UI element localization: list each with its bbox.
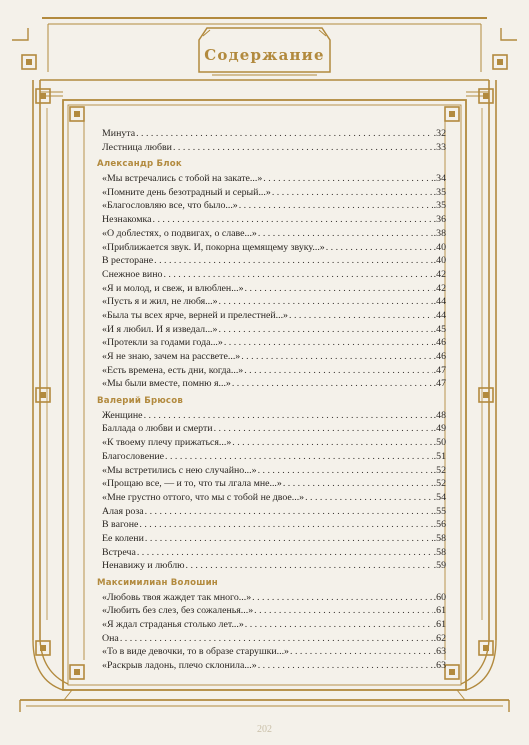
- toc-entry-title: «Мне грустно оттого, что мы с тобой не двое...»: [102, 491, 305, 503]
- toc-entry-page: .33: [433, 141, 446, 153]
- toc-entry-title: «Благословляю все, что было...»: [102, 200, 238, 212]
- dot-leader: [252, 591, 433, 605]
- dot-leader: [136, 127, 433, 141]
- toc-entry-title: В ресторане: [102, 255, 154, 267]
- toc-entry-title: Ее колени: [102, 532, 144, 544]
- toc-entry-page: .45: [433, 323, 446, 335]
- toc-entry-title: «Прощаю все, — и то, что ты лгала мне...»: [102, 478, 282, 490]
- dot-leader: [244, 364, 432, 378]
- toc-entry: [102, 632, 446, 646]
- dot-leader: [165, 450, 433, 464]
- dot-leader: [139, 518, 432, 532]
- dot-leader: [154, 254, 433, 268]
- toc-entry: [102, 618, 446, 632]
- toc-entry-page: .40: [433, 255, 446, 267]
- toc-entry: [102, 186, 446, 200]
- dot-leader: [245, 282, 433, 296]
- toc-entry-title: Минута: [102, 128, 136, 139]
- toc-entry-page: .40: [433, 241, 446, 253]
- toc-entry-page: .54: [433, 491, 446, 503]
- toc-entry-page: .51: [433, 450, 446, 462]
- dot-leader: [163, 268, 432, 282]
- toc-entry-title: «То в виде девочки, то в образе старушки...»: [102, 646, 289, 658]
- toc-entry-title: Она: [102, 632, 119, 644]
- toc-entry-page: .56: [433, 519, 446, 531]
- toc-entry-title: Снежное вино: [102, 268, 163, 280]
- toc-entry-title: «Протекли за годами года...»: [102, 337, 223, 349]
- dot-leader: [290, 645, 433, 659]
- toc-entry-title: «Я и молод, и свеж, и влюблен...»: [102, 282, 244, 294]
- toc-entry-title: «Пусть я и жил, не любя...»: [102, 296, 218, 308]
- dot-leader: [120, 632, 433, 646]
- toc-entry: [102, 409, 446, 423]
- toc-entry: [102, 295, 446, 309]
- dot-leader: [239, 199, 433, 213]
- toc-entry: [102, 213, 446, 227]
- toc-entry-page: .34: [433, 173, 446, 185]
- section-header: Валерий Брюсов: [97, 396, 183, 407]
- table-of-contents: [97, 127, 446, 673]
- dot-leader: [258, 464, 433, 478]
- section-header: Максимилиан Волошин: [97, 578, 218, 588]
- toc-entry-title: Ненавижу и люблю: [102, 560, 185, 572]
- toc-entry: [102, 604, 446, 618]
- dot-leader: [241, 350, 432, 364]
- toc-entry-page: .46: [433, 337, 446, 349]
- dot-leader: [219, 295, 433, 309]
- toc-entry-title: «Помните день безотрадный и серый...»: [102, 186, 271, 198]
- toc-entry-page: .35: [433, 186, 446, 198]
- toc-entry-title: В вагоне: [102, 519, 139, 531]
- dot-leader: [224, 336, 433, 350]
- toc-entry: [102, 241, 446, 255]
- dot-leader: [305, 491, 433, 505]
- toc-entry: [102, 645, 446, 659]
- toc-entry: [102, 127, 446, 141]
- toc-entry-title: «О доблестях, о подвигах, о славе...»: [102, 227, 257, 239]
- toc-entry-page: .61: [433, 619, 446, 631]
- dot-leader: [218, 323, 432, 337]
- toc-entry: [102, 172, 446, 186]
- toc-entry-page: .35: [433, 200, 446, 212]
- toc-entry: [102, 518, 446, 532]
- toc-entry: [102, 464, 446, 478]
- toc-entry-page: .52: [433, 464, 446, 476]
- toc-entry-title: Лестница любви: [102, 141, 172, 153]
- toc-entry-page: .59: [433, 560, 446, 572]
- toc-entry-page: .52: [433, 478, 446, 490]
- toc-entry-title: Благословение: [102, 450, 165, 462]
- toc-entry-page: .36: [433, 214, 446, 226]
- dot-leader: [144, 409, 433, 423]
- toc-entry-title: Женщине: [102, 409, 143, 421]
- toc-entry-title: «Любить без слез, без сожаленья...»: [102, 605, 254, 617]
- toc-entry-page: .42: [433, 282, 446, 294]
- toc-entry-title: «Приближается звук. И, покорна щемящему звуку...»: [102, 241, 325, 253]
- toc-entry-page: .60: [433, 591, 446, 603]
- toc-entry: [102, 268, 446, 282]
- toc-entry: [102, 532, 446, 546]
- toc-entry-title: «Мы были вместе, помню я...»: [102, 378, 231, 390]
- toc-entry-title: «Я ждал страданья столько лет...»: [102, 619, 244, 631]
- dot-leader: [258, 227, 433, 241]
- dot-leader: [272, 186, 433, 200]
- toc-entry: [102, 282, 446, 296]
- dot-leader: [232, 377, 433, 391]
- toc-entry-page: .38: [433, 227, 446, 239]
- toc-entry-page: .47: [433, 364, 446, 376]
- toc-entry: [102, 309, 446, 323]
- toc-entry-page: .47: [433, 378, 446, 390]
- toc-entry: [102, 477, 446, 491]
- toc-entry-title: «Любовь твоя жаждет так много...»: [102, 591, 252, 603]
- dot-leader: [258, 659, 433, 673]
- toc-entry-page: .44: [433, 296, 446, 308]
- toc-entry-title: Встреча: [102, 546, 136, 558]
- dot-leader: [173, 141, 433, 155]
- toc-entry-page: .32: [433, 128, 446, 139]
- toc-entry: [102, 559, 446, 573]
- toc-entry-page: .55: [433, 505, 446, 517]
- toc-entry-page: .61: [433, 605, 446, 617]
- toc-entry-page: .63: [433, 646, 446, 658]
- dot-leader: [186, 559, 433, 573]
- toc-entry-title: «И я любил. И я изведал...»: [102, 323, 218, 335]
- dot-leader: [137, 546, 433, 560]
- toc-entry-page: .48: [433, 409, 446, 421]
- toc-entry-title: Алая роза: [102, 505, 144, 517]
- dot-leader: [289, 309, 433, 323]
- toc-entry-page: .50: [433, 437, 446, 449]
- toc-entry-page: .58: [433, 546, 446, 558]
- toc-entry-title: «Есть времена, есть дни, когда...»: [102, 364, 244, 376]
- dot-leader: [263, 172, 432, 186]
- toc-entry: [102, 546, 446, 560]
- toc-entry: [102, 227, 446, 241]
- section-header: Александр Блок: [97, 159, 182, 170]
- toc-entry-title: «Раскрыв ладонь, плечо склонила...»: [102, 660, 257, 672]
- toc-entry-title: Незнакомка: [102, 214, 152, 226]
- toc-entry: [102, 491, 446, 505]
- dot-leader: [254, 604, 433, 618]
- toc-entry: [102, 199, 446, 213]
- dot-leader: [153, 213, 433, 227]
- toc-entry-title: «Мы встретились с нею случайно...»: [102, 464, 257, 476]
- toc-entry-title: «К твоему плечу прижаться...»: [102, 437, 232, 449]
- toc-entry: [102, 422, 446, 436]
- toc-entry-page: .46: [433, 351, 446, 362]
- dot-leader: [245, 618, 433, 632]
- toc-entry-title: Баллада о любви и смерти: [102, 423, 213, 435]
- toc-entry: [102, 377, 446, 391]
- toc-entry-page: .44: [433, 309, 446, 321]
- page-number: 202: [257, 724, 272, 735]
- toc-entry: [102, 336, 446, 350]
- toc-entry: [102, 436, 446, 450]
- toc-entry: [102, 450, 446, 464]
- dot-leader: [214, 422, 433, 436]
- toc-entry-page: .62: [433, 632, 446, 644]
- page-title: Содержание: [204, 46, 325, 64]
- dot-leader: [326, 241, 433, 255]
- toc-entry: [102, 591, 446, 605]
- toc-entry: [102, 364, 446, 378]
- toc-entry-title: «Была ты всех ярче, верней и прелестней...»: [102, 309, 288, 321]
- dot-leader: [145, 532, 433, 546]
- toc-entry-title: «Я не знаю, зачем на рассвете...»: [102, 351, 241, 362]
- toc-entry: [102, 350, 446, 364]
- toc-entry-page: .58: [433, 532, 446, 544]
- toc-entry-page: .42: [433, 268, 446, 280]
- toc-entry: [102, 505, 446, 519]
- toc-entry: [102, 659, 446, 673]
- toc-entry-title: «Мы встречались с тобой на закате...»: [102, 173, 263, 185]
- dot-leader: [232, 436, 432, 450]
- toc-entry-page: .49: [433, 423, 446, 435]
- toc-entry: [102, 254, 446, 268]
- toc-entry-page: .63: [433, 660, 446, 672]
- dot-leader: [145, 505, 433, 519]
- toc-entry: [102, 323, 446, 337]
- toc-entry: [102, 141, 446, 155]
- dot-leader: [283, 477, 433, 491]
